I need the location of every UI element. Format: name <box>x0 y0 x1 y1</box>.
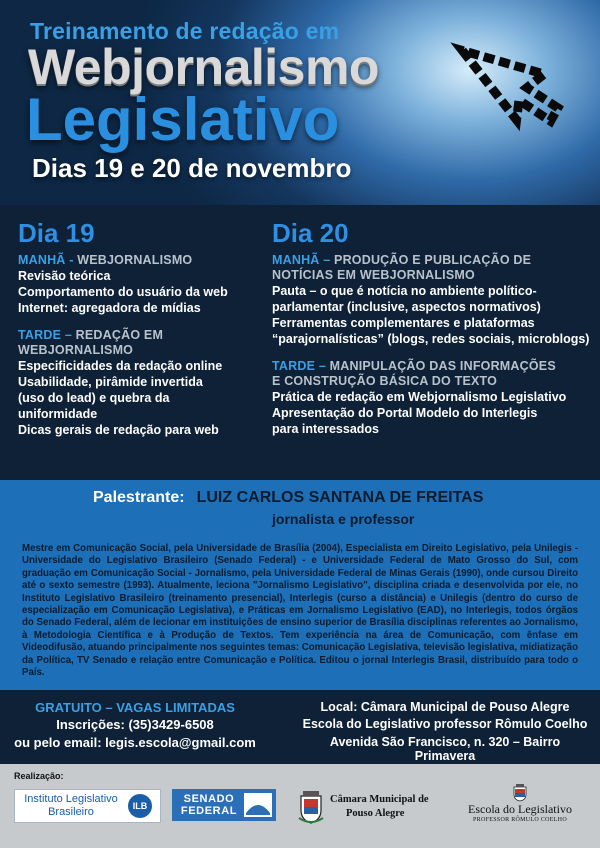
day19-afternoon-heading: TARDE – REDAÇÃO EM WEBJORNALISMO <box>18 328 164 357</box>
senado-line1: SENADO <box>183 793 235 805</box>
list-item: Dicas gerais de redação para web <box>18 423 219 437</box>
escola-logo <box>450 784 590 834</box>
header-title-webjornalismo: Webjornalismo <box>28 39 379 95</box>
list-item: Internet: agregadora de mídias <box>18 301 201 315</box>
day20-morning-period: MANHÃ <box>272 253 320 267</box>
info-section <box>0 690 600 764</box>
day20-morning-title-2: NOTÍCIAS EM WEBJORNALISMO <box>272 268 475 282</box>
list-item: Especificidades da redação online <box>18 359 223 373</box>
senado-logo <box>172 789 276 821</box>
day20-afternoon-period: TARDE <box>272 359 316 373</box>
day20-afternoon-title-2: E CONSTRUÇÃO BÁSICA DO TEXTO <box>272 374 498 388</box>
ilb-logo <box>14 789 161 823</box>
list-item: Revisão teórica <box>18 269 111 283</box>
sponsors-label: Realização: <box>14 771 64 781</box>
speaker-bio: Mestre em Comunicação Social, pela Universidade de Brasília (2004), Especialista em Direito Legislativo, pela Unilegis - Universidade do Legislativo Brasileiro (Senado Federal) - e Universidade Federal de Mato Grosso do Sul, com graduação em Comunicação Social - Jornalismo, pela Universidade Federal de Minas Gerais (1990), onde cursou Direito até o sexto semestre (1993). Atualmente, leciona "Jornalismo Legislativo", disciplina criada e desenvolvida por ele, no Instituto Legislativo Brasileiro (treinamento presencial), Interlegis (curso a distância) e Unilegis (dentro do curso de especialização em Comunicação Legislativa), e Práticas em Jornalismo Legislativo (EAD), no Interlegis, todos órgãos do Senado Federal, além de lecionar em instituições de ensino superior de Brasília disciplinas referentes ao Jornalismo, à Metodologia Científica e à Produção de Textos. Tem experiência na área de Comunicação, com ênfase em Videodifusão, atuando principalmente nos seguintes temas: Comunicação Legislativa, televisão legislativa, midiatização da Política, TV Senado e relação entre Comunicação e Política. Editou o jornal Interlegis Brasil, distribuído para todo o País. <box>22 543 578 679</box>
list-item: Ferramentas complementares e plataformas <box>272 316 535 330</box>
day19-morning-heading: MANHÃ - WEBJORNALISMO <box>18 253 193 267</box>
header-title-legislativo: Legislativo <box>26 86 340 153</box>
day20-afternoon-title-1: MANIPULAÇÃO DAS INFORMAÇÕES <box>329 359 556 373</box>
day20-column <box>272 219 592 449</box>
speaker-section <box>0 480 600 690</box>
location-address: Avenida São Francisco, n. 320 – Bairro Primavera <box>329 735 561 763</box>
day20-morning-list <box>272 283 592 347</box>
ilb-badge: ILB <box>128 794 152 818</box>
day20-morning-title-1: PRODUÇÃO E PUBLICAÇÃO DE <box>334 253 532 267</box>
list-item: “parajornalísticas” (blogs, redes sociais, microblogs) <box>272 332 590 346</box>
day19-afternoon-title: REDAÇÃO EM WEBJORNALISMO <box>18 328 164 357</box>
list-item: uniformidade <box>18 407 98 421</box>
list-item: Comportamento do usuário da web <box>18 285 228 299</box>
speaker-name: LUIZ CARLOS SANTANA DE FREITAS <box>196 489 484 506</box>
day19-title: Dia 19 <box>18 218 95 248</box>
location-school: Escola do Legislativo professor Rômulo Coelho <box>302 717 588 731</box>
day19-morning-period: MANHÃ <box>18 253 66 267</box>
list-item: (uso do lead) e quebra da <box>18 391 170 405</box>
header-banner <box>0 0 600 205</box>
day20-afternoon-list <box>272 389 592 437</box>
day19-afternoon-period: TARDE <box>18 328 62 342</box>
list-item: para interessados <box>272 422 379 436</box>
free-notice: GRATUITO – VAGAS LIMITADAS <box>35 700 235 715</box>
cursor-arrow-icon <box>440 22 580 162</box>
list-item: Usabilidade, pirâmide invertida <box>18 375 203 389</box>
ilb-line2: Brasileiro <box>48 806 94 818</box>
header-subtitle: Treinamento de redação em <box>30 18 340 44</box>
day19-column <box>18 219 258 450</box>
coat-of-arms-icon <box>512 784 528 802</box>
camara-logo <box>296 788 436 828</box>
list-item: Pauta – o que é notícia no ambiente político- <box>272 284 537 298</box>
footer-sponsors <box>0 764 600 848</box>
coat-of-arms-icon <box>298 790 324 824</box>
speaker-role: jornalista e professor <box>272 511 415 527</box>
registration-phone: Inscrições: (35)3429-6508 <box>56 717 214 732</box>
ilb-logo-text <box>21 793 121 819</box>
list-item: Prática de redação em Webjornalismo Legislativo <box>272 390 567 404</box>
senado-mark-icon <box>244 793 272 817</box>
header-dates: Dias 19 e 20 de novembro <box>32 153 352 183</box>
list-item: Apresentação do Portal Modelo do Interlegis <box>272 406 538 420</box>
location-venue: Local: Câmara Municipal de Pouso Alegre <box>320 700 570 714</box>
day20-afternoon-heading: TARDE – MANIPULAÇÃO DAS INFORMAÇÕES E CONSTRUÇÃO BÁSICA DO TEXTO <box>272 359 556 388</box>
escola-line2: PROFESSOR RÔMULO COELHO <box>473 817 567 823</box>
senado-line2: FEDERAL <box>180 805 238 817</box>
camara-line1: Câmara Municipal de <box>330 794 429 805</box>
senado-logo-text <box>178 793 240 817</box>
day20-morning-heading: MANHÃ – PRODUÇÃO E PUBLICAÇÃO DE NOTÍCIAS EM WEBJORNALISMO <box>272 253 532 282</box>
day20-title: Dia 20 <box>272 218 349 248</box>
ilb-line1: Instituto Legislativo <box>24 793 118 805</box>
day19-afternoon-list <box>18 358 258 438</box>
escola-line1: Escola do Legislativo <box>468 802 572 816</box>
speaker-row <box>93 489 483 507</box>
list-item: parlamentar (inclusive, aspectos normativos) <box>272 300 541 314</box>
day19-morning-title: WEBJORNALISMO <box>77 253 193 267</box>
registration-email: ou pelo email: legis.escola@gmail.com <box>14 735 256 750</box>
schedule-section <box>0 205 600 480</box>
speaker-label: Palestrante: <box>93 489 185 506</box>
camara-line2: Pouso Alegre <box>346 808 405 819</box>
day19-morning-list <box>18 268 258 316</box>
